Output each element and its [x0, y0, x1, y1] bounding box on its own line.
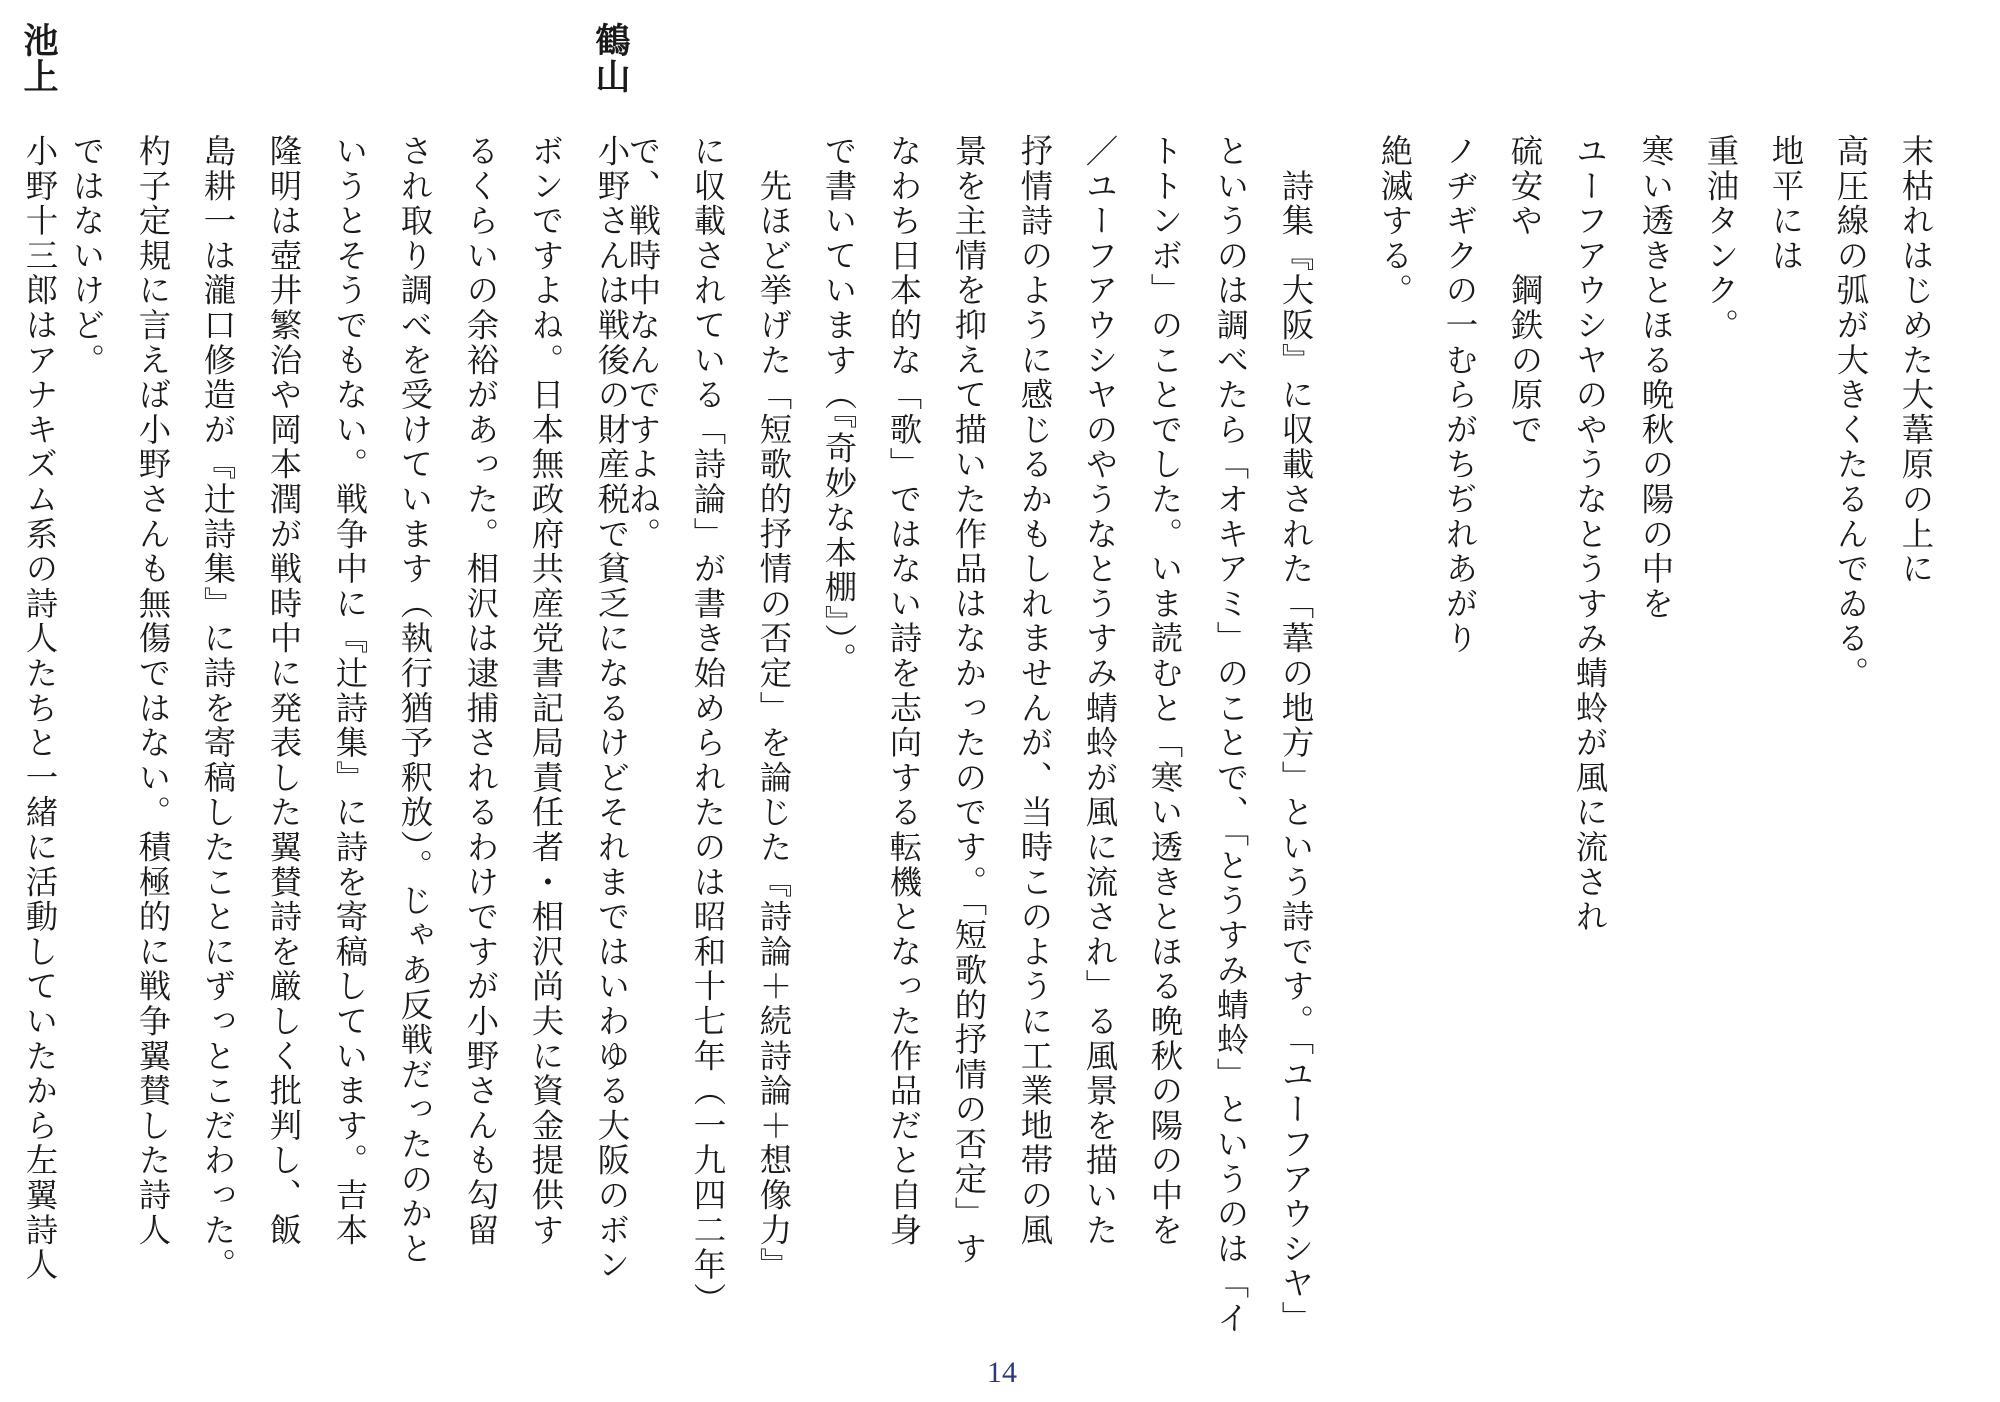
poem-line: 高圧線の弧が大きくたるんでゐる。	[1832, 134, 1870, 691]
poem-line: 絶滅する。	[1376, 134, 1414, 308]
commentary-line: なわち日本的な「歌」ではない詩を志向する転機となった作品だと自身	[885, 134, 923, 1248]
commentary-line: で書いています（『奇妙な本棚』）。	[820, 134, 858, 677]
commentary-line: に収載されている「詩論」が書き始められたのは昭和十七年（一九四二年）	[689, 134, 727, 1318]
remark-line: るくらいの余裕があった。相沢は逮捕されるわけですが小野さんも勾留	[462, 134, 500, 1248]
remark-line: ではないけど。	[68, 134, 106, 378]
commentary-line: 景を主情を抑えて描いた作品はなかったのです。「短歌的抒情の否定」す	[950, 134, 988, 1267]
commentary-line: 詩集『大阪』に収載された「葦の地方」という詩です。「ユーフアウシヤ」	[1277, 134, 1315, 1336]
poem-line: 地平には	[1767, 134, 1805, 274]
poem-line: ユーフアウシヤのやうなとうすみ蜻蛉が風に流され	[1571, 134, 1609, 935]
commentary-line: で、戦時中なんですよね。	[624, 134, 662, 552]
commentary-line: 先ほど挙げた「短歌的抒情の否定」を論じた『詩論＋続詩論＋想像力』	[755, 134, 793, 1283]
commentary-line: 抒情詩のように感じるかもしれませんが、当時このように工業地帯の風	[1016, 134, 1054, 1248]
commentary-line: というのは調べたら「オキアミ」のことで、「とうすみ蜻蛉」というのは「イ	[1212, 134, 1250, 1336]
poem-line: 末枯れはじめた大葦原の上に	[1897, 134, 1935, 587]
poem-line: 重油タンク。	[1702, 134, 1740, 343]
poem-line: 硫安や 鋼鉄の原で	[1506, 134, 1544, 448]
remark-line: 隆明は壺井繁治や岡本潤が戦時中に発表した翼賛詩を厳しく批判し、飯	[265, 134, 303, 1248]
poem-line: ノヂギクの一むらがちぢれあがり	[1441, 134, 1479, 656]
commentary-line: ／ユーフアウシヤのやうなとうすみ蜻蛉が風に流され」る風景を描いた	[1081, 134, 1119, 1248]
commentary-line: トトンボ」のことでした。いま読むと「寒い透きとほる晩秋の陽の中を	[1146, 134, 1184, 1248]
remark-line: 杓子定規に言えば小野さんも無傷ではない。積極的に戦争翼賛した詩人	[134, 134, 172, 1248]
remark-line: 島耕一は瀧口修造が『辻詩集』に詩を寄稿したことにずっとこだわった。	[199, 134, 237, 1283]
remark-line: 小野十三郎はアナキズム系の詩人たちと一緒に活動していたから左翼詩人	[21, 134, 59, 1283]
poem-line: 寒い透きとほる晩秋の陽の中を	[1637, 134, 1675, 622]
speaker-label-ikegami: 池上	[18, 22, 59, 94]
remark-line: いうとそうでもない。戦争中に『辻詩集』に詩を寄稿しています。吉本	[331, 134, 369, 1248]
remark-line: 小野さんは戦後の財産税で貧乏になるけどそれまではいわゆる大阪のボン	[593, 134, 631, 1283]
remark-line: ボンですよね。日本無政府共産党書記局責任者・相沢尚夫に資金提供す	[527, 134, 565, 1248]
remark-line: され取り調べを受けています（執行猶予釈放）。じゃあ反戦だったのかと	[396, 134, 434, 1267]
page-number: 14	[987, 1356, 1017, 1389]
speaker-label-tsuruyama: 鶴山	[590, 22, 631, 94]
